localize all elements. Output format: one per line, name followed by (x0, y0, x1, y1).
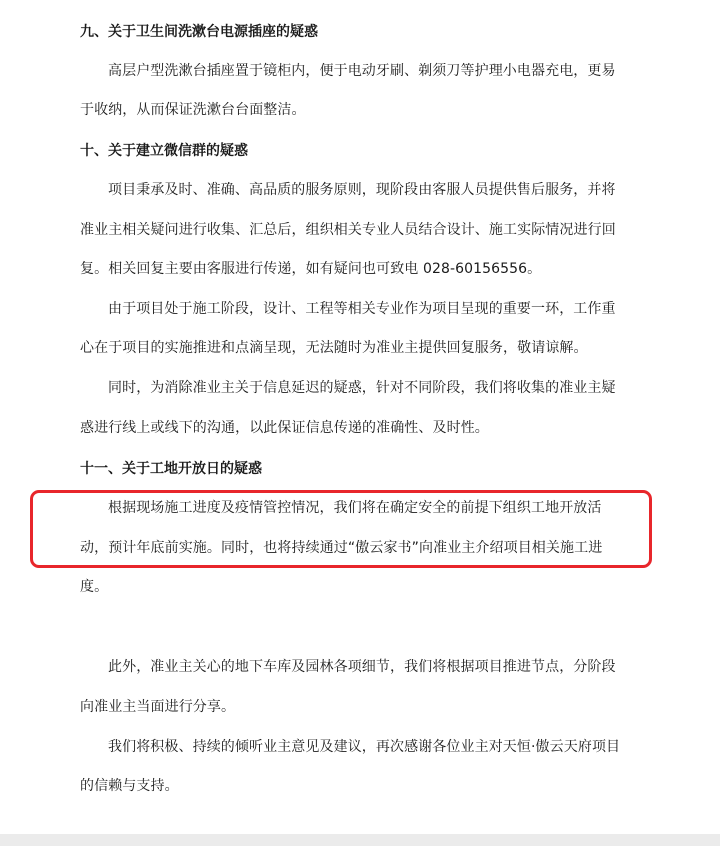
closing-line: 此外，准业主关心的地下车库及园林各项细节，我们将根据项目推进节点，分阶段 (108, 659, 616, 675)
paragraph-line: 度。 (80, 579, 109, 595)
paragraph-line: 项目秉承及时、准确、高品质的服务原则，现阶段由客服人员提供售后服务，并将 (108, 182, 616, 198)
paragraph-line: 心在于项目的实施推进和点滴呈现，无法随时为准业主提供回复服务，敬请谅解。 (80, 340, 588, 356)
paragraph-line: 动，预计年底前实施。同时，也将持续通过“傲云家书”向准业主介绍项目相关施工进 (80, 540, 603, 556)
section-11-heading: 十一、关于工地开放日的疑惑 (80, 461, 262, 477)
red-highlight-annotation (30, 490, 652, 568)
closing-line: 的信赖与支持。 (80, 778, 179, 794)
paragraph-line: 高层户型洗漱台插座置于镜柜内，便于电动牙刷、剃须刀等护理小电器充电，更易 (108, 63, 616, 79)
paragraph-line: 准业主相关疑问进行收集、汇总后，组织相关专业人员结合设计、施工实际情况进行回 (80, 222, 616, 238)
closing-line: 我们将积极、持续的倾听业主意见及建议，再次感谢各位业主对天恒·傲云天府项目 (108, 739, 621, 755)
closing-line: 向准业主当面进行分享。 (80, 699, 236, 715)
page-bottom-margin (0, 834, 720, 846)
section-10-heading: 十、关于建立微信群的疑惑 (80, 143, 248, 159)
paragraph-line: 由于项目处于施工阶段，设计、工程等相关专业作为项目呈现的重要一环，工作重 (108, 301, 616, 317)
paragraph-line: 同时，为消除准业主关于信息延迟的疑惑，针对不同阶段，我们将收集的准业主疑 (108, 380, 616, 396)
paragraph-line: 根据现场施工进度及疫情管控情况，我们将在确定安全的前提下组织工地开放活 (108, 500, 602, 516)
paragraph-line: 复。相关回复主要由客服进行传递，如有疑问也可致电 028-60156556。 (80, 261, 542, 277)
section-9-heading: 九、关于卫生间洗漱台电源插座的疑惑 (80, 24, 318, 40)
paragraph-line: 于收纳，从而保证洗漱台台面整洁。 (80, 102, 306, 118)
paragraph-line: 惑进行线上或线下的沟通，以此保证信息传递的准确性、及时性。 (80, 420, 489, 436)
